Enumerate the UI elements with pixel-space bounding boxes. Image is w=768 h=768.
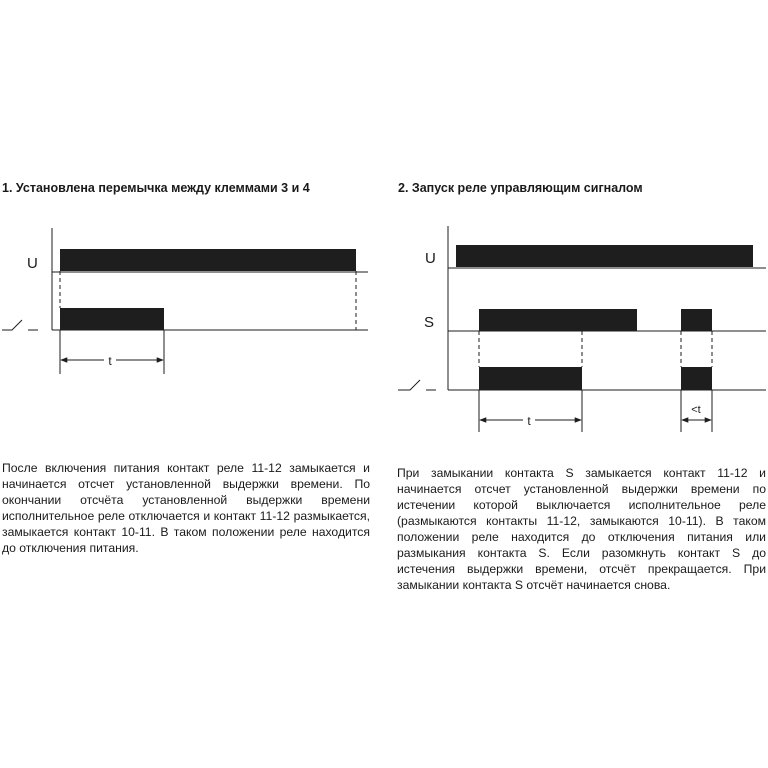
diagram2-t-label: t	[527, 414, 531, 428]
diagram1-contact-bar	[60, 308, 164, 330]
diagram2-contact-bar-1	[479, 367, 582, 390]
diagram1-contact-symbol-icon	[2, 320, 38, 330]
diagram1-t-label: t	[108, 354, 112, 368]
section1-heading: 1. Установлена перемычка между клеммами 3 и 4	[2, 181, 310, 195]
diagram2-s-label: S	[424, 314, 435, 331]
diagram-1	[2, 228, 368, 374]
diagram2-lt-label: <t	[691, 404, 701, 416]
section1-description: После включения питания контакт реле 11-12 замыкается и начинается отсчет установленной выдержки времени. По окончании отсчёта установленной выдержки времени исполнительное реле отключается и контакт 11-12 размыкается, замыкается контакт 10-11. В таком положении реле находится до отключения питания.	[2, 461, 370, 555]
diagram2-power-bar	[456, 245, 753, 267]
diagram2-u-label: U	[425, 250, 436, 267]
diagram2-signal-bar-1	[479, 309, 637, 331]
diagram1-u-label: U	[27, 255, 38, 272]
section2-heading: 2. Запуск реле управляющим сигналом	[398, 181, 643, 195]
diagram1-power-bar	[60, 249, 356, 271]
section2-description: При замыкании контакта S замыкается контакт 11-12 и начинается отсчет установленной выдержки времени по истечении которой выключается исполнительное реле (размыкаются контакты 11-12, замыкаются 10-11). В таком положении реле находится до отключения питания или размыкания контакта S. Если разомкнуть контакт S до истечения выдержки времени, отсчёт прекращается. При замыкании контакта S отсчёт начинается снова.	[397, 466, 766, 592]
diagram2-contact-bar-2	[681, 367, 712, 390]
diagram2-signal-bar-2	[681, 309, 712, 331]
diagram-2	[398, 226, 766, 432]
diagram2-contact-symbol-icon	[398, 380, 436, 390]
